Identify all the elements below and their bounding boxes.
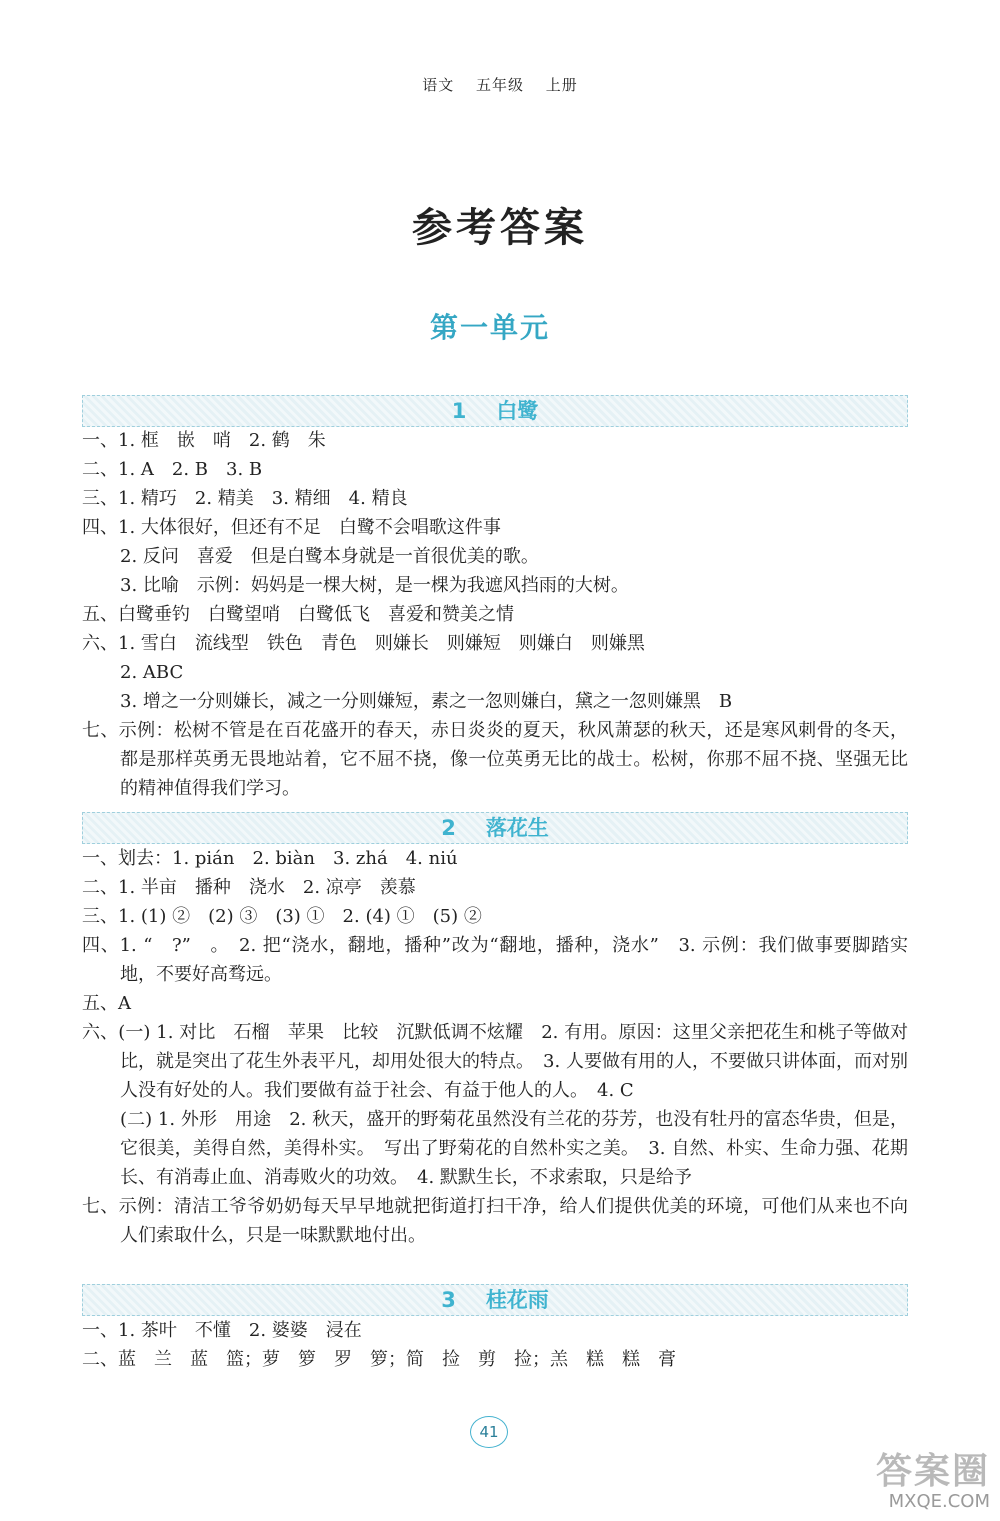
page-number: 41 — [470, 1416, 508, 1448]
unit-title: 第一单元 — [429, 311, 550, 344]
answer-line: 五、A — [82, 993, 131, 1014]
answer-paragraph: 七、示例：清洁工爷爷奶奶每天早早地就把街道打扫干净，给人们提供优美的环境，可他们从来也不向人们索取什么，只是一味默默地付出。 — [82, 1196, 908, 1246]
lesson-3-answers — [82, 1316, 908, 1374]
answer-line: 五、白鹭垂钓 白鹭望哨 白鹭低飞 喜爱和赞美之情 — [82, 604, 514, 625]
answer-line: 2. 反问 喜爱 但是白鹭本身就是一首很优美的歌。 — [120, 546, 539, 567]
lesson-name: 白鹭 — [496, 399, 539, 423]
answer-line: 二、1. A 2. B 3. B — [82, 459, 263, 480]
answer-line: 一、1. 框 嵌 哨 2. 鹤 朱 — [82, 430, 326, 451]
watermark-text: 答案圈 — [875, 1451, 990, 1492]
header-grade: 五年级 — [475, 76, 524, 94]
answer-line: 三、1. 精巧 2. 精美 3. 精细 4. 精良 — [82, 488, 408, 509]
lesson-header-2 — [82, 812, 908, 844]
lesson-number: 3 — [441, 1288, 456, 1312]
answer-line: 四、1. 大体很好，但还有不足 白鹭不会唱歌这件事 — [82, 517, 501, 538]
answer-line: 3. 比喻 示例：妈妈是一棵大树，是一棵为我遮风挡雨的大树。 — [120, 575, 629, 596]
lesson-2-answers — [82, 844, 908, 1250]
answer-line: 二、1. 半亩 播种 浇水 2. 凉亭 羡慕 — [82, 877, 416, 898]
answer-line: 3. 增之一分则嫌长，减之一分则嫌短，素之一忽则嫌白，黛之一忽则嫌黑 B — [120, 691, 733, 712]
lesson-number: 1 — [451, 399, 467, 423]
answer-line: 2. ABC — [120, 662, 184, 683]
lesson-header-1 — [82, 395, 908, 427]
answer-line: 一、1. 茶叶 不懂 2. 婆婆 浸在 — [82, 1320, 362, 1341]
lesson-name: 落花生 — [485, 816, 549, 840]
header-volume: 上册 — [545, 76, 578, 94]
answer-paragraph: 七、示例：松树不管是在百花盛开的春天，赤日炎炎的夏天，秋风萧瑟的秋天，还是寒风刺骨的冬天，都是那样英勇无畏地站着，它不屈不挠，像一位英勇无比的战士。松树，你那不屈不挠、坚强无比的精神值得我们学习。 — [82, 720, 908, 799]
answer-paragraph: 四、1. “ ?” 。 2. 把“浇水，翻地，播种”改为“翻地，播种，浇水” 3. 示例：我们做事要脚踏实地，不要好高骛远。 — [82, 935, 908, 985]
lesson-1-answers — [82, 426, 908, 803]
watermark-url: MXQE.COM — [888, 1491, 990, 1512]
answer-paragraph: (二) 1. 外形 用途 2. 秋天，盛开的野菊花虽然没有兰花的芬芳，也没有牡丹的富态华贵，但是，它很美，美得自然，美得朴实。 写出了野菊花的自然朴实之美。 3. 自然、朴实、生命力强、花期长、有消毒止血、消毒败火的功效。 4. 默默生长，不求索取，只是给予 — [120, 1109, 908, 1188]
lesson-header-3 — [82, 1284, 908, 1316]
answer-line: 六、1. 雪白 流线型 铁色 青色 则嫌长 则嫌短 则嫌白 则嫌黑 — [82, 633, 645, 654]
page-title: 参考答案 — [412, 205, 588, 251]
lesson-number: 2 — [441, 816, 456, 840]
answer-line: 三、1. (1) ② (2) ③ (3) ① 2. (4) ① (5) ② — [82, 906, 482, 927]
running-header — [0, 74, 1000, 95]
answer-paragraph: 六、(一) 1. 对比 石榴 苹果 比较 沉默低调不炫耀 2. 有用。原因：这里父亲把花生和桃子等做对比，就是突出了花生外表平凡，却用处很大的特点。 3. 人要做有用的人，不要做只讲体面，而对别人没有好处的人。我们要做有益于社会、有益于他人的人。 4. C — [82, 1022, 908, 1101]
header-subject: 语文 — [422, 76, 455, 94]
answer-line: 二、蓝 兰 蓝 篮；萝 箩 罗 箩；简 捡 剪 捡；羔 糕 糕 膏 — [82, 1349, 676, 1370]
answer-line: 一、划去：1. pián 2. biàn 3. zhá 4. niú — [82, 848, 458, 869]
lesson-name: 桂花雨 — [485, 1288, 549, 1312]
watermark-logo — [820, 1452, 990, 1516]
